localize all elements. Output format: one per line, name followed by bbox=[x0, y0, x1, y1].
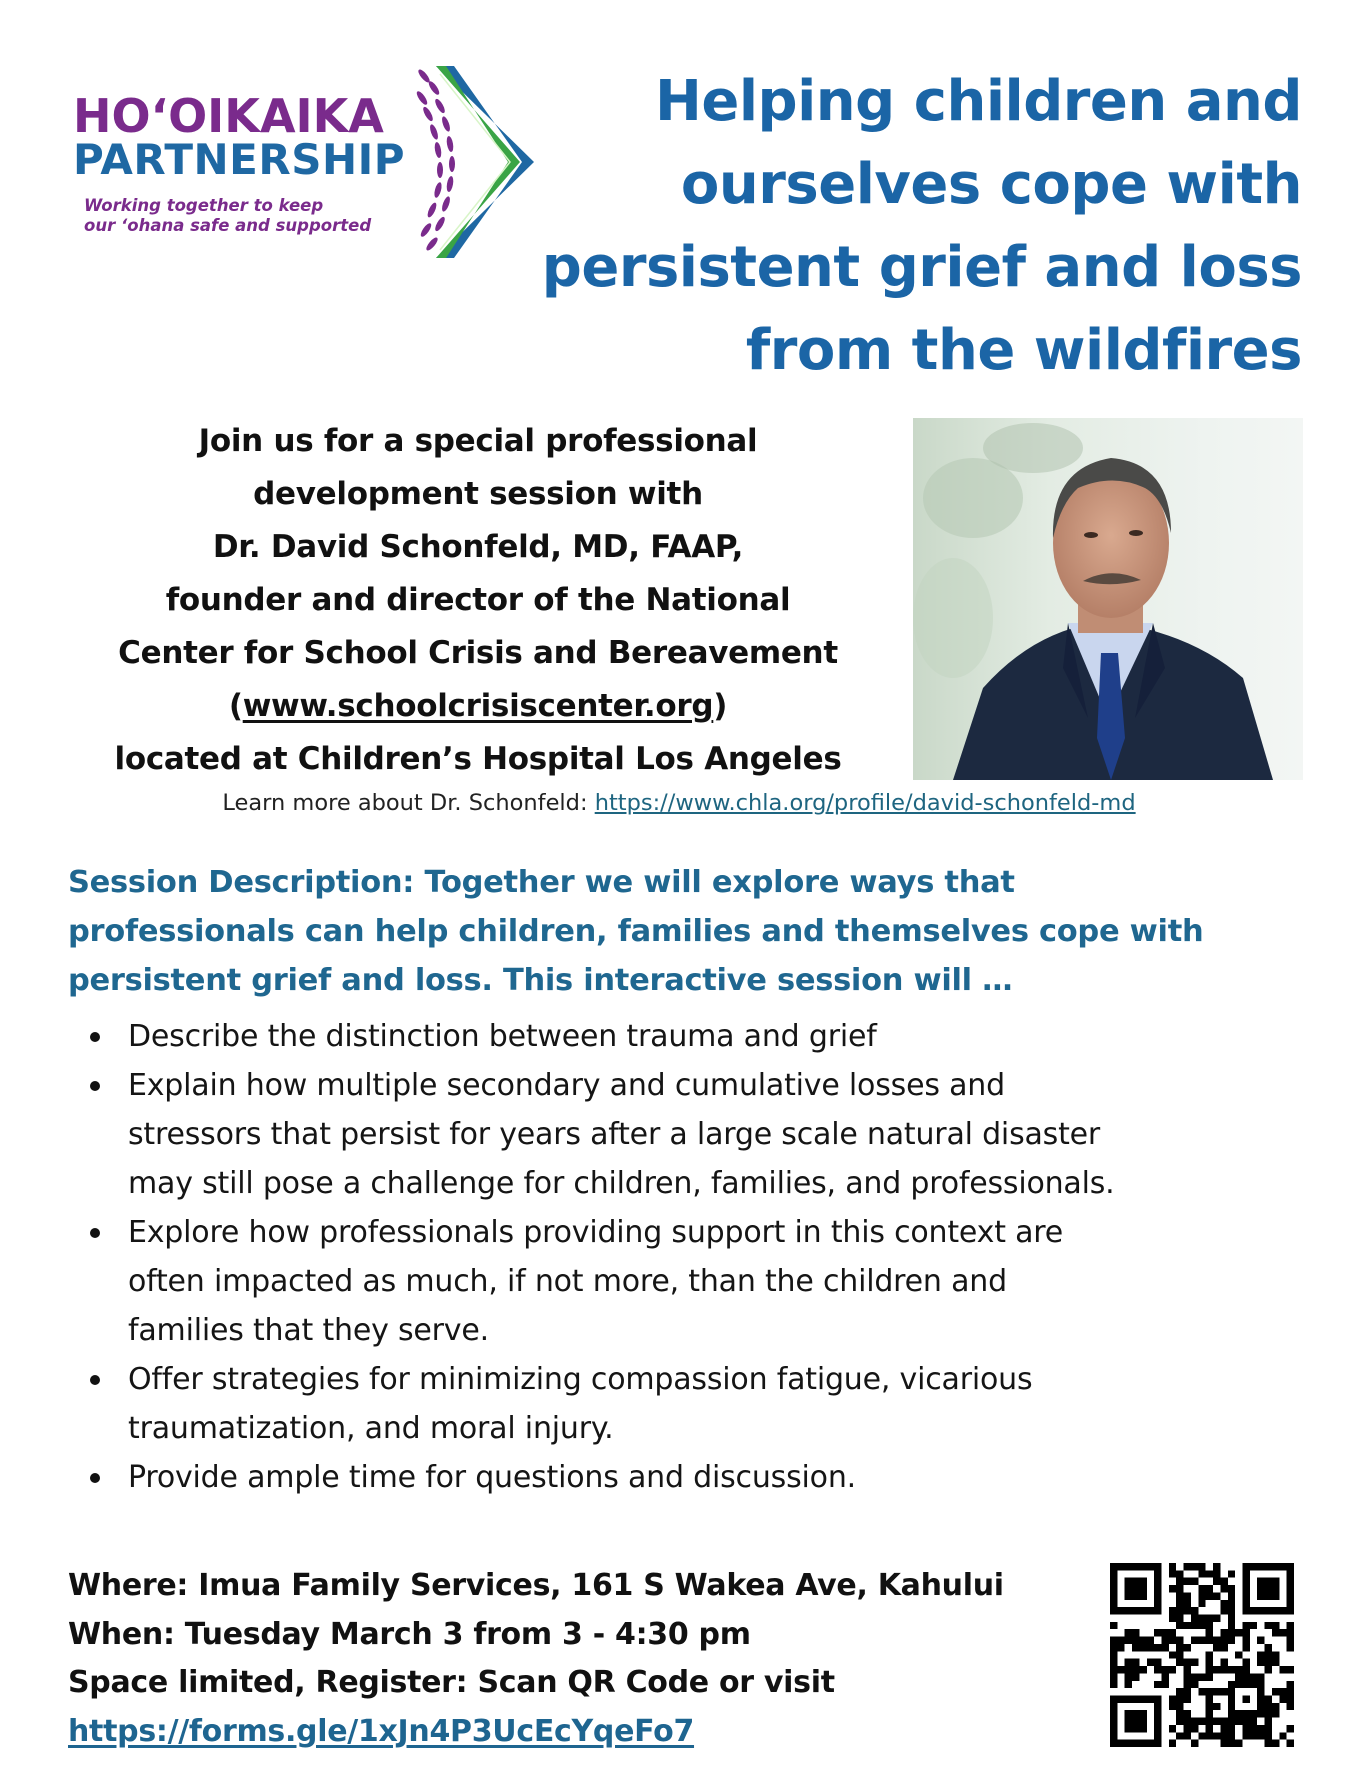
bullet-icon bbox=[90, 1473, 100, 1483]
profile-link[interactable]: https://www.chla.org/profile/david-schonfeld-md bbox=[594, 790, 1136, 816]
qr-module bbox=[1162, 1681, 1169, 1688]
qr-module bbox=[1184, 1607, 1191, 1614]
qr-module bbox=[1220, 1659, 1227, 1666]
qr-module bbox=[1176, 1659, 1183, 1666]
qr-module bbox=[1265, 1740, 1272, 1747]
qr-module bbox=[1184, 1725, 1191, 1732]
qr-module bbox=[1176, 1644, 1183, 1651]
qr-module bbox=[1220, 1585, 1227, 1592]
qr-module bbox=[1176, 1607, 1183, 1614]
qr-module bbox=[1220, 1718, 1227, 1725]
qr-module bbox=[1162, 1666, 1169, 1673]
qr-module bbox=[1184, 1688, 1191, 1695]
qr-module bbox=[1169, 1615, 1176, 1622]
qr-module bbox=[1154, 1644, 1161, 1651]
qr-module bbox=[1235, 1666, 1242, 1673]
qr-module bbox=[1110, 1622, 1117, 1629]
qr-module bbox=[1132, 1673, 1139, 1680]
qr-module bbox=[1206, 1622, 1213, 1629]
qr-module bbox=[1184, 1644, 1191, 1651]
qr-module bbox=[1169, 1740, 1176, 1747]
qr-module bbox=[1228, 1592, 1235, 1599]
logo-line2: PARTNERSHIP bbox=[73, 135, 406, 184]
qr-module bbox=[1169, 1629, 1176, 1636]
bullet-icon bbox=[90, 1228, 100, 1238]
qr-module bbox=[1242, 1725, 1249, 1732]
qr-module bbox=[1132, 1629, 1139, 1636]
qr-module bbox=[1272, 1740, 1279, 1747]
qr-module bbox=[1220, 1740, 1227, 1747]
qr-module bbox=[1110, 1681, 1117, 1688]
qr-module bbox=[1206, 1688, 1213, 1695]
qr-module bbox=[1257, 1659, 1264, 1666]
qr-module bbox=[1250, 1673, 1257, 1680]
qr-module bbox=[1191, 1681, 1198, 1688]
qr-module bbox=[1272, 1703, 1279, 1710]
qr-module bbox=[1228, 1570, 1235, 1577]
qr-module bbox=[1272, 1659, 1279, 1666]
qr-module bbox=[1220, 1732, 1227, 1739]
qr-module bbox=[1287, 1622, 1294, 1629]
qr-module bbox=[1242, 1629, 1249, 1636]
session-line: professionals can help children, families and themselves cope with bbox=[68, 914, 1204, 949]
qr-module bbox=[1220, 1629, 1227, 1636]
qr-module bbox=[1176, 1732, 1183, 1739]
qr-module bbox=[1213, 1666, 1220, 1673]
qr-module bbox=[1235, 1718, 1242, 1725]
qr-module bbox=[1191, 1740, 1198, 1747]
qr-module bbox=[1265, 1732, 1272, 1739]
qr-module bbox=[1206, 1710, 1213, 1717]
qr-module bbox=[1176, 1710, 1183, 1717]
qr-module bbox=[1279, 1688, 1286, 1695]
qr-module bbox=[1213, 1644, 1220, 1651]
intro-line: located at Children’s Hospital Los Angeles bbox=[114, 741, 842, 777]
page-title bbox=[482, 60, 1302, 392]
qr-module bbox=[1184, 1695, 1191, 1702]
list-item-text: often impacted as much, if not more, than the children and bbox=[128, 1264, 1007, 1299]
qr-module bbox=[1154, 1666, 1161, 1673]
qr-module bbox=[1147, 1659, 1154, 1666]
qr-module bbox=[1154, 1681, 1161, 1688]
qr-module bbox=[1287, 1688, 1294, 1695]
title-line: Helping children and bbox=[654, 69, 1302, 134]
qr-module bbox=[1176, 1578, 1183, 1585]
list-item-text: Provide ample time for questions and discussion. bbox=[128, 1460, 856, 1495]
qr-module bbox=[1184, 1622, 1191, 1629]
qr-module bbox=[1228, 1718, 1235, 1725]
event-register: Space limited, Register: Scan QR Code or visit bbox=[68, 1665, 835, 1700]
qr-module bbox=[1206, 1718, 1213, 1725]
logo-tagline-line1: Working together to keep bbox=[84, 196, 324, 215]
qr-module bbox=[1242, 1666, 1249, 1673]
qr-module bbox=[1198, 1615, 1205, 1622]
list-item bbox=[90, 1453, 1350, 1502]
qr-module bbox=[1213, 1563, 1220, 1570]
qr-module bbox=[1206, 1659, 1213, 1666]
qr-module bbox=[1265, 1718, 1272, 1725]
qr-module bbox=[1257, 1732, 1264, 1739]
qr-module bbox=[1220, 1600, 1227, 1607]
qr-module bbox=[1228, 1600, 1235, 1607]
qr-module bbox=[1279, 1666, 1286, 1673]
intro-site-line bbox=[62, 680, 894, 733]
qr-module bbox=[1213, 1732, 1220, 1739]
qr-module bbox=[1184, 1563, 1191, 1570]
qr-module bbox=[1220, 1725, 1227, 1732]
qr-module bbox=[1206, 1666, 1213, 1673]
qr-module bbox=[1176, 1622, 1183, 1629]
session-objectives-list bbox=[90, 1012, 1350, 1502]
qr-module bbox=[1287, 1740, 1294, 1747]
qr-module bbox=[1110, 1651, 1117, 1658]
qr-module bbox=[1213, 1703, 1220, 1710]
qr-module bbox=[1169, 1666, 1176, 1673]
qr-module bbox=[1279, 1629, 1286, 1636]
qr-module bbox=[1228, 1725, 1235, 1732]
qr-module bbox=[1265, 1651, 1272, 1658]
qr-module bbox=[1272, 1710, 1279, 1717]
qr-module bbox=[1176, 1592, 1183, 1599]
qr-module bbox=[1287, 1637, 1294, 1644]
qr-module bbox=[1198, 1563, 1205, 1570]
qr-module bbox=[1191, 1578, 1198, 1585]
qr-module bbox=[1198, 1585, 1205, 1592]
qr-module bbox=[1242, 1718, 1249, 1725]
qr-module bbox=[1110, 1673, 1117, 1680]
qr-module bbox=[1176, 1695, 1183, 1702]
qr-module bbox=[1272, 1629, 1279, 1636]
qr-module bbox=[1176, 1703, 1183, 1710]
qr-module bbox=[1220, 1578, 1227, 1585]
qr-module bbox=[1206, 1570, 1213, 1577]
qr-module bbox=[1228, 1607, 1235, 1614]
qr-module bbox=[1242, 1732, 1249, 1739]
qr-module bbox=[1117, 1644, 1124, 1651]
qr-module bbox=[1265, 1725, 1272, 1732]
qr-module bbox=[1191, 1637, 1198, 1644]
qr-module bbox=[1132, 1659, 1139, 1666]
qr-module bbox=[1220, 1666, 1227, 1673]
qr-module bbox=[1235, 1651, 1242, 1658]
qr-module bbox=[1213, 1688, 1220, 1695]
intro-text bbox=[62, 415, 894, 786]
qr-module bbox=[1110, 1637, 1117, 1644]
qr-module bbox=[1228, 1585, 1235, 1592]
bullet-icon bbox=[90, 1032, 100, 1042]
qr-module bbox=[1184, 1659, 1191, 1666]
qr-module bbox=[1125, 1637, 1132, 1644]
event-info bbox=[68, 1562, 1004, 1756]
paren-open: ( bbox=[228, 688, 243, 724]
qr-module bbox=[1206, 1725, 1213, 1732]
qr-module bbox=[1265, 1644, 1272, 1651]
qr-module bbox=[1242, 1637, 1249, 1644]
list-item bbox=[90, 1012, 1350, 1061]
qr-module bbox=[1228, 1637, 1235, 1644]
qr-module bbox=[1213, 1570, 1220, 1577]
qr-module bbox=[1169, 1695, 1176, 1702]
qr-module bbox=[1169, 1570, 1176, 1577]
qr-module bbox=[1176, 1688, 1183, 1695]
qr-module bbox=[1265, 1659, 1272, 1666]
qr-module bbox=[1191, 1725, 1198, 1732]
qr-module bbox=[1191, 1718, 1198, 1725]
list-item bbox=[90, 1355, 1350, 1453]
qr-module bbox=[1110, 1666, 1117, 1673]
title-line: persistent grief and loss bbox=[541, 235, 1302, 300]
qr-module bbox=[1242, 1644, 1249, 1651]
list-item-text: may still pose a challenge for children, families, and professionals. bbox=[128, 1166, 1115, 1201]
qr-module bbox=[1250, 1732, 1257, 1739]
list-item-text: Describe the distinction between trauma and grief bbox=[128, 1019, 877, 1054]
qr-module bbox=[1220, 1688, 1227, 1695]
qr-module bbox=[1228, 1629, 1235, 1636]
qr-module bbox=[1176, 1637, 1183, 1644]
qr-module bbox=[1184, 1592, 1191, 1599]
event-when: When: Tuesday March 3 from 3 - 4:30 pm bbox=[68, 1616, 751, 1652]
qr-module bbox=[1139, 1666, 1146, 1673]
portrait-photo bbox=[913, 418, 1303, 780]
qr-module bbox=[1287, 1703, 1294, 1710]
qr-module bbox=[1191, 1659, 1198, 1666]
qr-module bbox=[1287, 1725, 1294, 1732]
qr-module bbox=[1176, 1615, 1183, 1622]
qr-module bbox=[1265, 1703, 1272, 1710]
qr-module bbox=[1117, 1666, 1124, 1673]
qr-module bbox=[1125, 1659, 1132, 1666]
qr-module bbox=[1242, 1659, 1249, 1666]
qr-module bbox=[1184, 1666, 1191, 1673]
title-line: from the wildfires bbox=[745, 318, 1302, 383]
qr-module bbox=[1228, 1666, 1235, 1673]
qr-module bbox=[1213, 1718, 1220, 1725]
paren-close: ) bbox=[713, 688, 728, 724]
qr-module bbox=[1176, 1600, 1183, 1607]
qr-module bbox=[1191, 1615, 1198, 1622]
qr-module bbox=[1198, 1732, 1205, 1739]
qr-module bbox=[1279, 1732, 1286, 1739]
qr-module bbox=[1250, 1725, 1257, 1732]
qr-module bbox=[1287, 1695, 1294, 1702]
qr-module bbox=[1198, 1637, 1205, 1644]
qr-module bbox=[1228, 1732, 1235, 1739]
qr-module bbox=[1235, 1740, 1242, 1747]
qr-module bbox=[1272, 1688, 1279, 1695]
qr-code[interactable] bbox=[1110, 1563, 1294, 1747]
qr-module bbox=[1125, 1629, 1132, 1636]
qr-module bbox=[1176, 1718, 1183, 1725]
qr-module bbox=[1250, 1622, 1257, 1629]
qr-module bbox=[1198, 1673, 1205, 1680]
qr-module bbox=[1162, 1637, 1169, 1644]
qr-module bbox=[1206, 1637, 1213, 1644]
qr-module bbox=[1213, 1592, 1220, 1599]
event-where: Where: Imua Family Services, 161 S Wakea Ave, Kahului bbox=[68, 1568, 1004, 1603]
list-item-text: Offer strategies for minimizing compassion fatigue, vicarious bbox=[128, 1362, 1033, 1397]
qr-module bbox=[1191, 1622, 1198, 1629]
intro-line: Center for School Crisis and Bereavement bbox=[118, 635, 838, 671]
portrait-image bbox=[913, 418, 1303, 780]
qr-module bbox=[1206, 1695, 1213, 1702]
qr-module bbox=[1228, 1740, 1235, 1747]
list-item-text: traumatization, and moral injury. bbox=[128, 1411, 614, 1446]
list-item bbox=[90, 1208, 1350, 1355]
school-crisis-center-link[interactable]: www.schoolcrisiscenter.org bbox=[242, 688, 714, 724]
qr-module bbox=[1110, 1644, 1117, 1651]
qr-module bbox=[1184, 1681, 1191, 1688]
logo-tagline-line2: our ‘ohana safe and supported bbox=[84, 216, 372, 235]
bullet-icon bbox=[90, 1375, 100, 1385]
qr-module bbox=[1184, 1600, 1191, 1607]
qr-module bbox=[1257, 1637, 1264, 1644]
qr-module bbox=[1279, 1695, 1286, 1702]
learn-more-label: Learn more about Dr. Schonfeld: bbox=[222, 790, 595, 816]
qr-module bbox=[1169, 1725, 1176, 1732]
logo-line1: HO‘OIKAIKA bbox=[73, 89, 384, 143]
list-item-text: stressors that persist for years after a large scale natural disaster bbox=[128, 1117, 1101, 1152]
qr-module bbox=[1191, 1607, 1198, 1614]
qr-module bbox=[1132, 1666, 1139, 1673]
qr-module bbox=[1220, 1644, 1227, 1651]
qr-module bbox=[1184, 1578, 1191, 1585]
qr-module bbox=[1191, 1673, 1198, 1680]
qr-module bbox=[1198, 1600, 1205, 1607]
qr-module bbox=[1257, 1651, 1264, 1658]
list-item-text: families that they serve. bbox=[128, 1313, 489, 1348]
qr-module bbox=[1213, 1615, 1220, 1622]
intro-line: development session with bbox=[253, 476, 703, 512]
qr-module bbox=[1198, 1718, 1205, 1725]
qr-module bbox=[1272, 1651, 1279, 1658]
qr-module bbox=[1242, 1673, 1249, 1680]
qr-module bbox=[1169, 1585, 1176, 1592]
qr-module bbox=[1184, 1710, 1191, 1717]
qr-module bbox=[1220, 1607, 1227, 1614]
qr-module bbox=[1287, 1644, 1294, 1651]
qr-module bbox=[1265, 1622, 1272, 1629]
qr-module bbox=[1257, 1673, 1264, 1680]
qr-module bbox=[1265, 1695, 1272, 1702]
qr-module bbox=[1184, 1673, 1191, 1680]
qr-module bbox=[1162, 1673, 1169, 1680]
learn-more bbox=[0, 788, 1358, 818]
qr-module bbox=[1272, 1622, 1279, 1629]
qr-module bbox=[1125, 1681, 1132, 1688]
session-line: persistent grief and loss. This interactive session will … bbox=[68, 963, 1013, 998]
qr-module bbox=[1132, 1644, 1139, 1651]
qr-module bbox=[1213, 1578, 1220, 1585]
qr-module bbox=[1110, 1659, 1117, 1666]
qr-module bbox=[1287, 1629, 1294, 1636]
qr-module bbox=[1176, 1585, 1183, 1592]
qr-module bbox=[1265, 1666, 1272, 1673]
qr-module bbox=[1198, 1592, 1205, 1599]
qr-module bbox=[1206, 1629, 1213, 1636]
qr-module bbox=[1242, 1622, 1249, 1629]
session-description bbox=[68, 858, 1203, 1005]
qr-module bbox=[1169, 1607, 1176, 1614]
qr-module bbox=[1265, 1710, 1272, 1717]
qr-module bbox=[1206, 1651, 1213, 1658]
qr-module bbox=[1125, 1666, 1132, 1673]
list-item-text: Explore how professionals providing support in this context are bbox=[128, 1215, 1064, 1250]
logo-tagline bbox=[84, 196, 371, 236]
qr-module bbox=[1250, 1718, 1257, 1725]
qr-module bbox=[1206, 1592, 1213, 1599]
qr-module bbox=[1162, 1629, 1169, 1636]
qr-module bbox=[1176, 1570, 1183, 1577]
intro-line: Dr. David Schonfeld, MD, FAAP, bbox=[212, 529, 744, 565]
qr-module bbox=[1198, 1622, 1205, 1629]
session-line: Session Description: Together we will explore ways that bbox=[68, 865, 1015, 900]
qr-module bbox=[1235, 1673, 1242, 1680]
qr-module bbox=[1206, 1732, 1213, 1739]
qr-module bbox=[1169, 1651, 1176, 1658]
qr-module bbox=[1206, 1673, 1213, 1680]
title-line: ourselves cope with bbox=[680, 152, 1302, 217]
qr-module bbox=[1228, 1622, 1235, 1629]
qr-module bbox=[1184, 1718, 1191, 1725]
qr-module bbox=[1132, 1637, 1139, 1644]
qr-module bbox=[1206, 1585, 1213, 1592]
qr-module bbox=[1169, 1637, 1176, 1644]
qr-module bbox=[1235, 1629, 1242, 1636]
qr-module bbox=[1147, 1644, 1154, 1651]
qr-module bbox=[1198, 1688, 1205, 1695]
qr-module bbox=[1228, 1615, 1235, 1622]
list-item bbox=[90, 1061, 1350, 1208]
qr-module bbox=[1257, 1725, 1264, 1732]
qr-module bbox=[1220, 1637, 1227, 1644]
qr-module bbox=[1147, 1637, 1154, 1644]
qr-module bbox=[1154, 1629, 1161, 1636]
qr-module bbox=[1287, 1666, 1294, 1673]
qr-module bbox=[1154, 1659, 1161, 1666]
qr-module bbox=[1191, 1563, 1198, 1570]
qr-module bbox=[1206, 1615, 1213, 1622]
qr-module bbox=[1117, 1637, 1124, 1644]
qr-alignment-mark bbox=[1242, 1695, 1249, 1702]
qr-module bbox=[1125, 1673, 1132, 1680]
intro-line: Join us for a special professional bbox=[198, 423, 758, 459]
qr-module bbox=[1198, 1570, 1205, 1577]
qr-module bbox=[1139, 1644, 1146, 1651]
qr-module bbox=[1176, 1651, 1183, 1658]
qr-module bbox=[1169, 1563, 1176, 1570]
qr-module bbox=[1206, 1703, 1213, 1710]
qr-module bbox=[1184, 1732, 1191, 1739]
qr-module bbox=[1287, 1681, 1294, 1688]
list-item-text: Explain how multiple secondary and cumulative losses and bbox=[128, 1068, 1005, 1103]
intro-line: founder and director of the National bbox=[165, 582, 791, 618]
qr-module bbox=[1139, 1637, 1146, 1644]
qr-module bbox=[1169, 1703, 1176, 1710]
registration-link[interactable]: https://forms.gle/1xJn4P3UcEcYqeFo7 bbox=[68, 1713, 695, 1749]
bullet-icon bbox=[90, 1081, 100, 1091]
qr-module bbox=[1162, 1644, 1169, 1651]
qr-module bbox=[1213, 1637, 1220, 1644]
